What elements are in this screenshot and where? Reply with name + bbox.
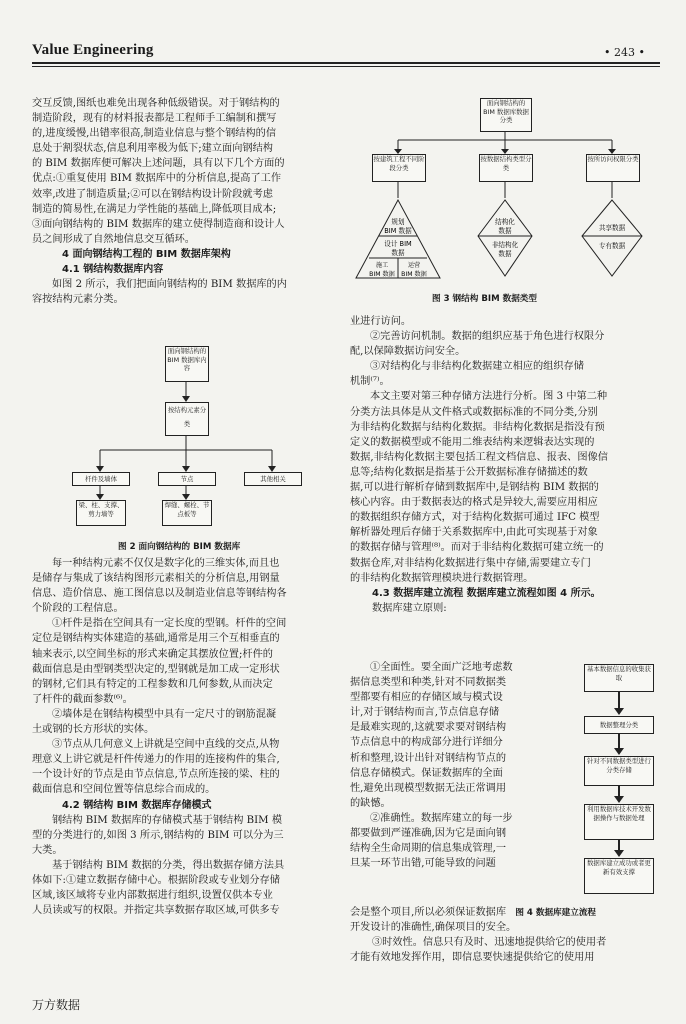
fig2-classify-box [165,402,209,436]
fig4-step4-box [584,804,654,840]
text-line: 信息、造价信息、施工图信息以及制造业信息等钢结构各 [32,588,287,600]
section-heading-4-2: 4.2 钢结构 BIM 数据库存储模式 [62,799,212,811]
fig4-step2-label: 数据整理分类 [599,721,639,729]
text-line: 据信息类型和种类,针对不同数据类 [350,677,507,689]
fig2-members-box [72,472,130,486]
text-line: 体如下:①建立数据存储中心。根据阶段或专业划分存储 [32,874,280,886]
fig3-root-label: 面向钢结构的 BIM 数据库数据分类 [483,99,529,125]
text-line: 的,进度缓慢,出错率很高,制造业信息与整个钢结构的信 [32,128,277,140]
text-line: 开发设计的准确性,确保项目的安全。 [350,922,517,934]
journal-title: Value Engineering [32,42,154,58]
header-rule-thin [32,66,660,67]
text-line: ②准确性。数据库建立的每一步 [370,812,513,824]
text-line: 结构全生命周期的信息集成管理,一 [350,843,507,855]
text-line: 理意义上讲它就是杆件传递力的作用的连接构件的集合, [32,754,280,766]
paragraph-elements [32,556,340,798]
figure-3 [350,96,660,288]
text-line: 一个设计好的节点是由节点信息,节点所连接的梁、柱的 [32,769,280,781]
fig2-leaf-joints-box [162,500,212,526]
paragraph-storage [350,314,660,586]
left-column-top [32,96,340,307]
text-line: 的钢材,它们具有特定的工程参数和几何参数,从而决定 [32,678,273,690]
text-line: 交互反馈,图纸也难免出现各种低级错误。对于钢结构的 [32,98,280,109]
figure-2-caption: 图 2 面向钢结构的 BIM 数据库 [118,542,241,552]
text-line: 节点信息中的构成部分进行详细分 [350,737,503,749]
text-line [350,905,660,920]
text-line: 分类方法具体是从文件格式或数据标准的不同分类,分别 [350,406,598,418]
fig2-joints-label: 节点 [180,475,194,483]
text-line: 业进行访问。 [350,316,412,327]
fig3-t2-top-text: 结构化 [495,218,515,226]
text-line: 截面信息是由型钢类型决定的,型钢就是加工成一定形状 [32,663,280,675]
fig4-step1-box [584,664,654,692]
text-line: 数据仓库,对非结构化数据进行集中存储,需要建立专门 [350,557,591,569]
text-line: 是最难实现的,这就要求要对钢结构 [350,722,507,734]
section-heading-4-3: 4.3 数据库建立流程 数据库建立流程如图 4 所示。 [372,587,601,599]
text-line: 定位是钢结构实体建造的基础,通常是用三个互相垂直的 [32,633,280,645]
fig3-t1-operate2-text: BIM 数据 [401,271,427,278]
text-line: 型的分类进行的,如图 3 所示,钢结构的 BIM 可以分为三 [32,829,284,841]
left-column-bottom [32,556,340,918]
text-line: 配,以保障数据访问安全。 [350,346,466,358]
text-line: ①杆件是指在空间具有一定长度的型钢。杆件的空间 [52,618,287,630]
fig2-members-label: 杆件及墙体 [85,475,117,483]
text-line: 型都要有相应的存储区域与模式设 [350,692,503,704]
fig3-t1-construct-text: 施工 [375,262,389,269]
text-line: ②完善访问机制。数据的组织应基于角色进行权限分 [370,331,605,343]
text-line: 个阶段的工程信息。 [32,603,124,615]
text-line: 区域,该区域将专业内部数据进行组织,设置仅供本专业 [32,890,273,902]
text-line: 信息存储模式。保证数据库的全面 [350,767,503,779]
paragraph-principles [350,660,572,871]
text-line: 土或钢的长方形状的实体。 [32,724,155,736]
fig4-step1-label: 基本数据信息的收集获取 [587,665,651,682]
text-line: 制造阶段，现有的材料报表都是工程师手工编制和撰写 [32,113,277,125]
fig2-root-label: 面向钢结构的 BIM 数据库内容 [167,347,207,373]
text-line: 本文主要对第三种存储方法进行分析。图 3 中第二种 [370,391,608,403]
fig2-other-label: 其他相关 [260,475,286,483]
fig2-leaf-members-box [76,500,126,526]
fig4-step2-box [584,716,654,734]
fig3-root-box [480,98,532,132]
text-line: 据,可以进行解析存储到数据库中,是钢结构 BIM 数据的 [350,482,599,494]
figure-4-caption: 图 4 数据库建立流程 [515,908,597,918]
text-line: 的缺憾。 [350,797,391,809]
figure-2 [32,344,340,532]
fig3-t2-bot-text: 非结构化 [491,241,519,249]
text-line: 钢结构 BIM 数据库的存储模式基于钢结构 BIM 模 [52,814,283,826]
fig2-root-box [165,346,209,382]
text-line: 息处于割裂状态,信息利用率极为低下;建立面向钢结构 [32,143,273,155]
text-line: ①全面性。要全面广泛地考虑数 [370,662,513,673]
fig3-t3-bot-text: 专有数据 [598,242,626,250]
fig3-structure-box [479,154,533,182]
text-line: ③节点从几何意义上讲就是空间中直线的交点,从物 [52,739,280,751]
section-heading-4-1: 4.1 钢结构数据库内容 [62,264,164,276]
fig4-step3-box [584,756,654,786]
text-line: 了杆件的截面参数⁽⁶⁾。 [32,693,133,705]
text-line: ②墙体是在钢结构模型中具有一定尺寸的钢筋混凝 [52,708,277,720]
fig3-t2-top2-text: 数据 [498,227,512,235]
figure-4 [578,660,660,900]
text-line: 如图 2 所示，我们把面向钢结构的 BIM 数据库的内 [52,279,287,291]
text-line: 截面信息和空间位置等信息综合而成的。 [32,784,216,796]
fig3-t1-mid-text: BIM 数据 [384,227,412,235]
text-line: 是储存与集成了该结构图形元素相关的分析信息,用钢量 [32,573,280,585]
fig2-leaf-members-label: 梁、柱、支撑、剪力墙等 [78,501,124,518]
text-line: 为非结构化数据与结构化数据。非结构化数据是指没有预 [350,421,605,433]
fig2-joints-box [158,472,216,486]
text-line: 人员读或写的权限。并指定共享数据存取区域,可供多专 [32,905,280,917]
text-line: 的 BIM 数据库便可解决上述问题，具有以下几个方面的 [32,158,285,170]
text-line: 优点:①重复使用 BIM 数据库中的分析信息,提高了工作 [32,173,282,185]
text-line: 的数据存储与管理⁽⁸⁾。而对于非结构化数据可建立统一的 [350,542,604,554]
principle-line: 数据库建立原则: [372,602,447,614]
figure-3-caption: 图 3 钢结构 BIM 数据类型 [432,294,537,304]
section-heading-4: 4 面向钢结构工程的 BIM 数据库架构 [62,248,231,260]
paragraph-4-2 [32,813,340,919]
text-line: 员之间形成了自然地信息交互循环。 [32,233,195,245]
text-line: 解析器处理后存储于关系数据库中,由此可实现基于对象 [350,527,598,539]
fig3-t1-design-text: 设计 BIM [384,240,412,248]
text-line: 才能有效地发挥作用，即信息要快速提供给它的使用用 [350,952,595,964]
fig2-classify-label: 按结构元素分类 [167,406,207,428]
text-line: 析和整理,设计出针对钢结构节点的 [350,752,507,764]
text-line: 息等;结构化数据是指基于公开数据标准存储描述的数 [350,466,588,478]
fig3-t2-bot2-text: 数据 [498,250,512,258]
text-line: 旦某一环节出错,可能导致的问题 [350,858,496,870]
text-line: 数据,非结构化数据主要包括工程文档信息、报表、图像信 [350,451,608,463]
text-line: 效率,改进了制造质量;②可以在钢结构设计阶段就考虑 [32,188,273,200]
fig4-step5-label: 数据库建立成功或者更新有效支撑 [587,859,651,876]
text-line: 机制⁽⁷⁾。 [350,376,390,388]
fig2-leaf-joints-label: 焊缝、螺栓、节点板等 [164,501,210,518]
text-line: 每一种结构元素不仅仅是数字化的三维实体,而且也 [52,558,280,569]
text-line: 都要做到严谨准确,因为它是面向钢 [350,828,507,840]
text-line: 的非结构化数据管理模块进行数据管理。 [350,572,534,584]
text-line: 核心内容。由于数据表达的格式是异较大,需要应用相应 [350,497,598,509]
text-line: 计,对于钢结构而言,节点信息存储 [350,707,500,719]
fig3-t3-top-text: 共享数据 [598,224,626,232]
right-column-bottom [350,905,660,965]
paragraph-intro [32,96,340,247]
footer-source: 万方数据 [32,998,81,1012]
fig3-stage-label: 按建筑工程不同阶段分类 [373,155,425,172]
fig4-step5-box [584,858,654,894]
text-line: 定义的数据模型或不能用二维表结构来逻辑表达实现的 [350,436,595,448]
text-line: 大类。 [32,844,63,856]
text-line: 容按结构元素分类。 [32,294,124,306]
fig3-t1-operate-text: 运营 [407,262,421,269]
fig3-t1-construct2-text: BIM 数据 [369,271,395,278]
right-column-principles [350,660,572,871]
fig3-access-box [586,154,640,182]
text-line: ③面向钢结构的 BIM 数据库的建立使得制造商和设计人 [32,218,285,230]
text-line: 性,避免出现模型数据无法正常调用 [350,782,507,794]
header-rule [32,62,660,64]
fig3-t1-design2-text: 数据 [391,249,405,257]
fig3-stage-box [372,154,426,182]
page-number: • 243 • [604,46,645,59]
fig3-structure-label: 按数据结构类型分类 [480,155,532,172]
fig4-step4-label: 利用数据库技术开发数据操作与数据处理 [587,805,651,822]
text-line: 的数据组织存储方式，对于结构化数据可通过 IFC 模型 [350,512,600,524]
text-line: ③对结构化与非结构化数据建立相应的组织存储 [370,361,584,373]
fig3-t1-top-text: 规划 [391,218,405,226]
paragraph-4-1 [32,277,340,307]
text-line: 基于钢结构 BIM 数据的分类，得出数据存储方法具 [52,859,285,871]
text-line: 轴来表示,以空间坐标的形式来确定其摆放位置;杆件的 [32,648,273,660]
text-line: 制造的简易性,在满足力学性能的基础上,降低项目成本; [32,203,277,215]
text-run: 会是整个项目,所以必须保证数据库 [350,907,507,918]
fig3-access-label: 按所访问权限分类 [587,155,639,163]
fig4-step3-label: 针对不同数据类型进行分类存储 [587,757,651,774]
text-line: ③时效性。信息只有及时、迅速地提供给它的使用者 [372,937,607,949]
fig2-other-box [244,472,302,486]
right-column-top [350,314,660,616]
